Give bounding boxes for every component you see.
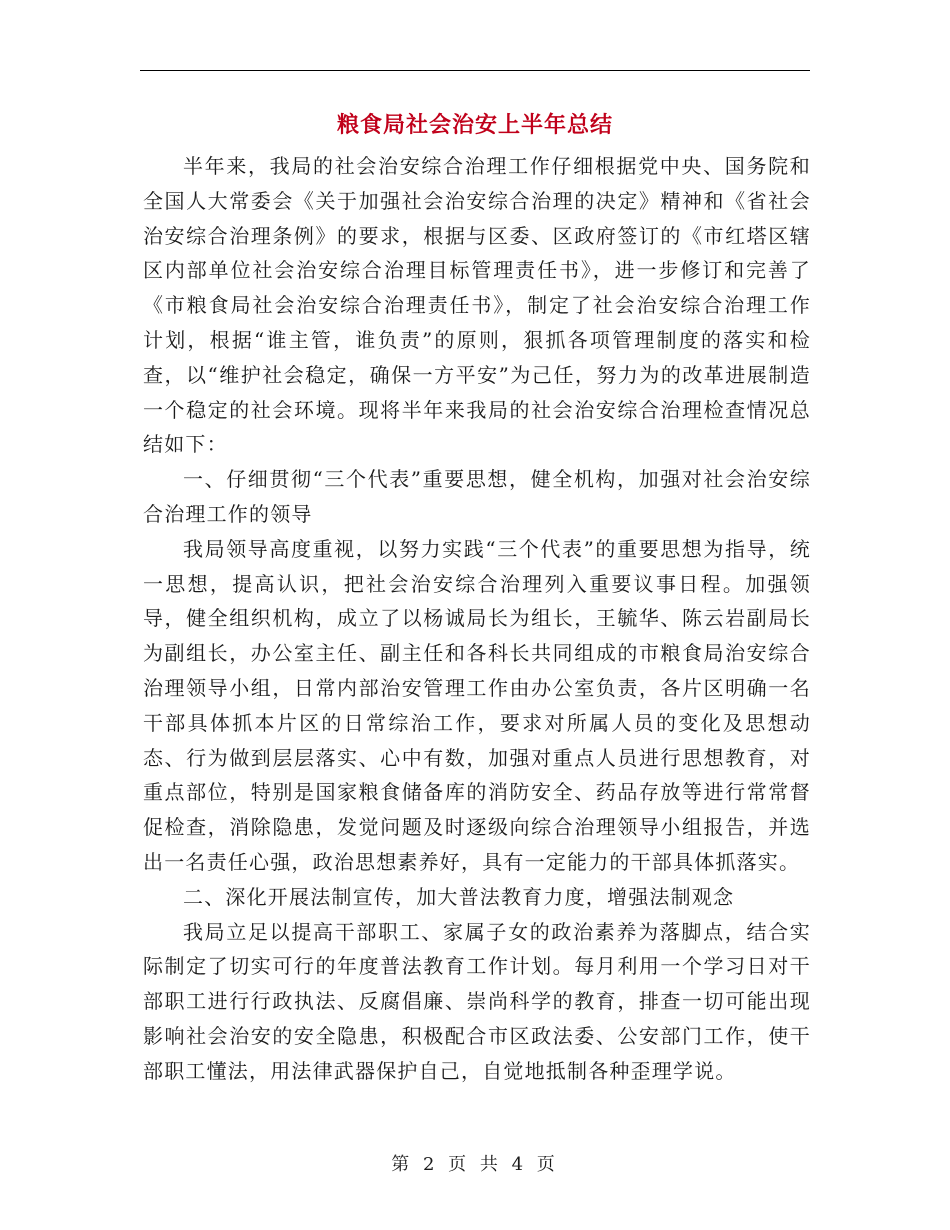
section-1-paragraph: 我局领导高度重视，以努力实践“三个代表”的重要思想为指导，统一思想，提高认识，把社会治安综合治理列入重要议事日程。加强领导，健全组织机构，成立了以杨诚局长为组长，王毓华、陈云岩副局长为副组长，办公室主任、副主任和各科长共同组成的市粮食局治安综合治理领导小组，日常内部治安管理工作由办公室负责，各片区明确一名干部具体抓本片区的日常综治工作，要求对所属人员的变化及思想动态、行为做到层层落实、心中有数，加强对重点人员进行思想教育，对重点部位，特别是国家粮食储备库的消防安全、药品存放等进行常常督促检查，消除隐患，发觉问题及时逐级向综合治理领导小组报告，并选出一名责任心强，政治思想素养好，具有一定能力的干部具体抓落实。 xyxy=(143,536,811,874)
section-2-paragraph: 我局立足以提高干部职工、家属子女的政治素养为落脚点，结合实际制定了切实可行的年度普法教育工作计划。每月利用一个学习日对干部职工进行行政执法、反腐倡廉、崇尚科学的教育，排查一切可能出现影响社会治安的安全隐患，积极配合市区政法委、公安部门工作，使干部职工懂法，用法律武器保护自己，自觉地抵制各种歪理学说。 xyxy=(143,919,811,1083)
document-title: 粮食局社会治安上半年总结 xyxy=(336,112,613,138)
page-number: 第 2 页 共 4 页 xyxy=(391,1154,559,1175)
intro-paragraph: 半年来，我局的社会治安综合治理工作仔细根据党中央、国务院和全国人大常委会《关于加强社会治安综合治理的决定》精神和《省社会治安综合治理条例》的要求，根据与区委、区政府签订的《市红塔区辖区内部单位社会治安综合治理目标管理责任书》，进一步修订和完善了《市粮食局社会治安综合治理责任书》，制定了社会治安综合治理工作计划，根据“谁主管，谁负责”的原则，狠抓各项管理制度的落实和检查，以“维护社会稳定，确保一方平安”为己任，努力为的改革进展制造一个稳定的社会环境。现将半年来我局的社会治安综合治理检查情况总结如下： xyxy=(143,154,811,457)
section-heading-2: 二、深化开展法制宣传，加大普法教育力度，增强法制观念 xyxy=(183,884,735,909)
document-body xyxy=(143,149,811,1089)
section-heading-1: 一、仔细贯彻“三个代表”重要思想，健全机构，加强对社会治安综合治理工作的领导 xyxy=(143,467,811,526)
header-rule xyxy=(140,70,810,71)
